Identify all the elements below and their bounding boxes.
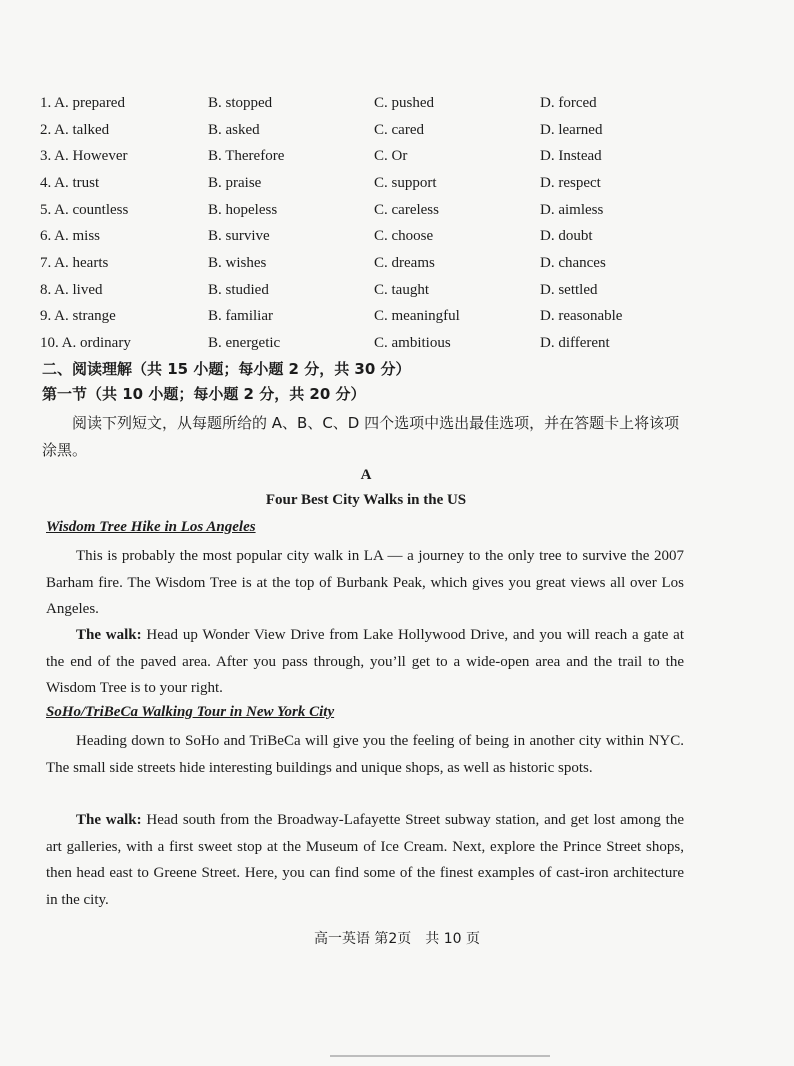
option-d: D. doubt (540, 228, 593, 245)
option-a: 9. A. strange (40, 308, 116, 325)
option-row (40, 143, 730, 170)
option-row (40, 117, 730, 144)
option-a: 5. A. countless (40, 201, 129, 218)
passage-title: Four Best City Walks in the US (265, 492, 467, 508)
option-d: D. different (540, 335, 610, 352)
option-c: C. support (374, 174, 437, 191)
option-d: D. settled (540, 281, 598, 298)
option-a: 3. A. However (40, 148, 128, 165)
section-intro: This is probably the most popular city walk in LA — a journey to the only tree to survive the 2007 Barham fire. The Wisdom Tree is at the top of Burbank Peak, which gives you great views all over Los Angeles. (46, 548, 684, 617)
option-d: D. reasonable (540, 308, 623, 325)
walk-label: The walk: (76, 812, 142, 828)
option-b: B. survive (208, 228, 270, 245)
option-c: C. careless (374, 201, 439, 218)
answer-options-table (40, 90, 730, 357)
option-d: D. learned (540, 121, 603, 138)
option-b: B. energetic (208, 335, 281, 352)
option-a: 8. A. lived (40, 281, 103, 298)
option-b: B. praise (208, 174, 262, 191)
option-row (40, 223, 730, 250)
option-b: B. wishes (208, 254, 267, 271)
walk-text: Head south from the Broadway-Lafayette Street subway station, and get lost among the art galleries, with a first sweet stop at the Museum of Ice Cream. Next, explore the Prince Street shops, then head east to Greene Street. Here, you can find some of the finest examples of cast-iron architecture in the city. (46, 812, 684, 908)
option-row (40, 90, 730, 117)
option-a: 7. A. hearts (40, 254, 109, 271)
option-row (40, 330, 730, 357)
option-a: 4. A. trust (40, 174, 100, 191)
option-c: C. dreams (374, 254, 435, 271)
option-c: C. taught (374, 281, 429, 298)
option-c: C. pushed (374, 94, 434, 111)
option-a: 10. A. ordinary (40, 335, 131, 352)
option-b: B. hopeless (208, 201, 278, 218)
option-b: B. asked (208, 121, 260, 138)
option-d: D. respect (540, 174, 601, 191)
walk-text: Head up Wonder View Drive from Lake Hollywood Drive, and you will reach a gate at the end of the paved area. After you pass through, you’ll get to a wide-open area and the trail to the Wisdom Tree is to your right. (46, 627, 684, 696)
option-b: B. familiar (208, 308, 273, 325)
part-heading: 第一节（共 10 小题；每小题 2 分，共 20 分） (42, 385, 366, 403)
option-row (40, 277, 730, 304)
option-a: 6. A. miss (40, 228, 101, 245)
walk-paragraph (46, 622, 684, 702)
option-d: D. forced (540, 94, 597, 111)
section-heading: 二、阅读理解（共 15 小题；每小题 2 分，共 30 分） (42, 360, 411, 378)
page-footer: 高一英语 第2页 共 10 页 (313, 931, 481, 947)
section-intro: Heading down to SoHo and TriBeCa will give you the feeling of being in another city within NYC. The small side streets hide interesting buildings and unique shops, as well as historic spots. (46, 733, 684, 776)
option-c: C. choose (374, 228, 434, 245)
section-subtitle: Wisdom Tree Hike in Los Angeles (46, 519, 256, 535)
walk-paragraph (46, 807, 684, 913)
option-row (40, 250, 730, 277)
option-d: D. aimless (540, 201, 604, 218)
option-c: C. meaningful (374, 308, 460, 325)
option-c: C. ambitious (374, 335, 451, 352)
option-d: D. chances (540, 254, 606, 271)
passage-letter: A (360, 467, 372, 483)
walk-label: The walk: (76, 627, 142, 643)
section-subtitle: SoHo/TriBeCa Walking Tour in New York City (46, 704, 335, 720)
option-c: C. cared (374, 121, 424, 138)
page-edge-shadow (330, 1055, 550, 1057)
option-row (40, 170, 730, 197)
instructions: 阅读下列短文，从每题所给的 A、B、C、D 四个选项中选出最佳选项，并在答题卡上将该项涂黑。 (42, 414, 680, 459)
option-b: B. stopped (208, 94, 273, 111)
option-row (40, 197, 730, 224)
option-b: B. studied (208, 281, 269, 298)
option-row (40, 304, 730, 331)
option-a: 2. A. talked (40, 121, 110, 138)
option-d: D. Instead (540, 148, 602, 165)
option-a: 1. A. prepared (40, 94, 125, 111)
option-b: B. Therefore (208, 148, 285, 165)
option-c: C. Or (374, 148, 408, 165)
